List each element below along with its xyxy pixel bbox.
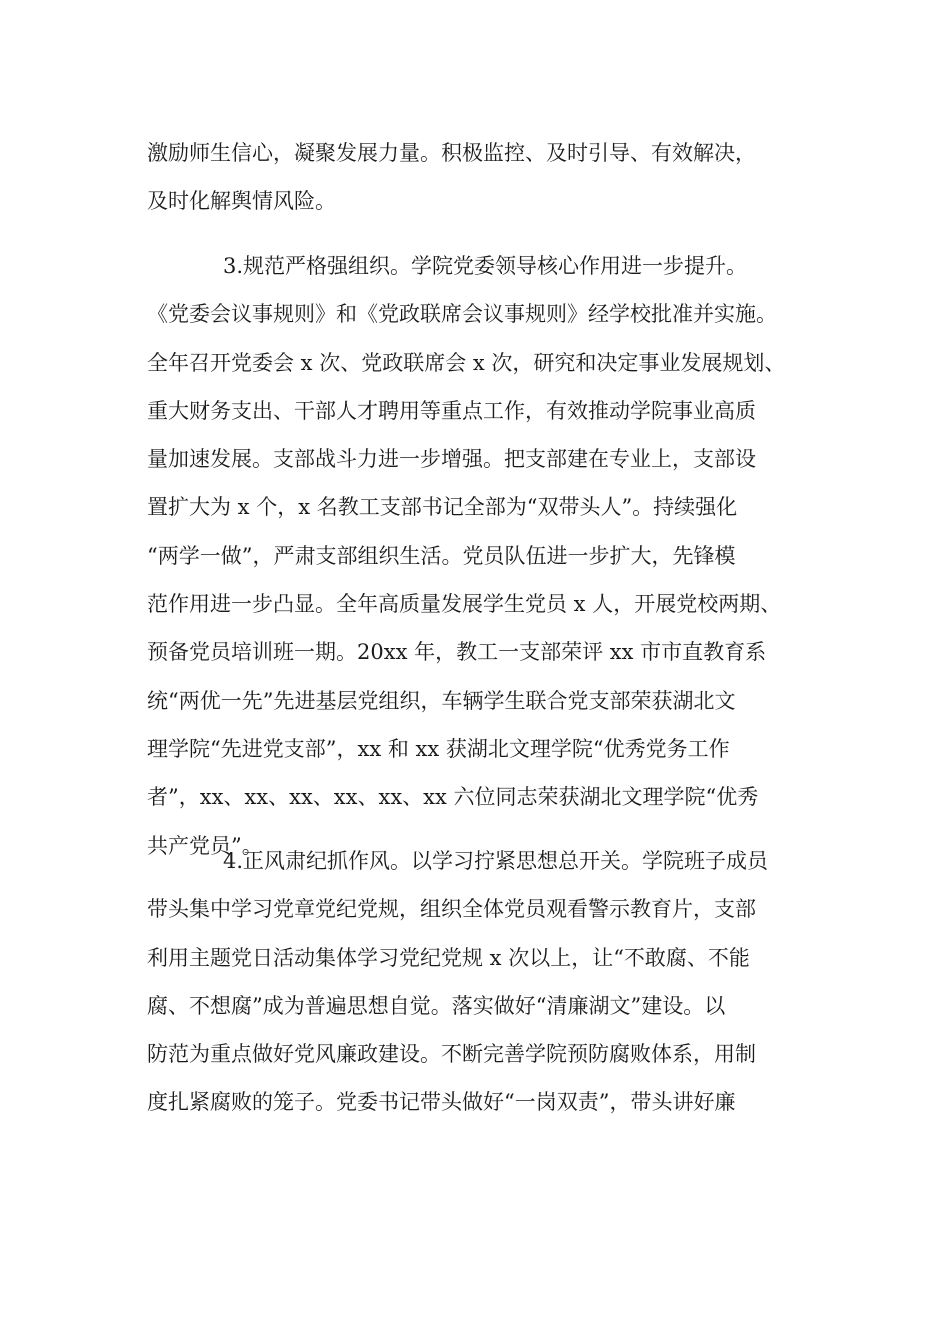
text-line: 重大财务支出、干部人才聘用等重点工作，有效推动学院事业高质 [147,398,756,423]
text-line: 3.规范严格强组织。学院党委领导核心作用进一步提升。 [223,254,748,278]
paragraph-discipline [147,837,807,1127]
text-line: 及时化解舆情风险。 [147,189,336,214]
text-line: 理学院“先进党支部”，xx 和 xx 获湖北文理学院“优秀党务工作 [147,736,730,761]
text-line: 共产党员”。 [147,833,263,858]
text-line: 预备党员培训班一期。20xx 年，教工一支部荣评 xx 市市直教育系 [147,640,767,665]
text-line: 4.正风肃纪抓作风。以学习拧紧思想总开关。学院班子成员 [223,849,769,873]
text-line: 防范为重点做好党风廉政建设。不断完善学院预防腐败体系，用制 [147,1042,756,1067]
text-line: 范作用进一步凸显。全年高质量发展学生党员 x 人，开展党校两期、 [147,592,782,617]
text-line: 量加速发展。支部战斗力进一步增强。把支部建在专业上，支部设 [147,447,756,472]
text-line: 《党委会议事规则》和《党政联席会议事规则》经学校批准并实施。 [147,302,777,327]
paragraph-continuation [147,129,807,226]
text-line: 统“两优一先”先进基层党组织，车辆学生联合党支部荣获湖北文 [147,688,736,713]
text-line: 利用主题党日活动集体学习党纪党规 x 次以上，让“不敢腐、不能 [147,945,750,970]
text-line: 激励师生信心，凝聚发展力量。积极监控、及时引导、有效解决， [147,141,756,165]
text-line: 度扎紧腐败的笼子。党委书记带头做好“一岗双责”，带头讲好廉 [147,1090,736,1115]
text-line: “两学一做”，严肃支部组织生活。党员队伍进一步扩大，先锋模 [147,543,736,568]
text-line: 腐、不想腐”成为普遍思想自觉。落实做好“清廉湖文”建设。以 [147,993,726,1018]
text-line: 带头集中学习党章党纪党规，组织全体党员观看警示教育片，支部 [147,897,756,922]
text-line: 置扩大为 x 个，x 名教工支部书记全部为“双带头人”。持续强化 [147,495,738,520]
text-line: 全年召开党委会 x 次、党政联席会 x 次，研究和决定事业发展规划、 [147,350,786,375]
paragraph-organization [147,242,807,870]
text-line: 者”，xx、xx、xx、xx、xx、xx 六位同志荣获湖北文理学院“优秀 [147,785,759,810]
